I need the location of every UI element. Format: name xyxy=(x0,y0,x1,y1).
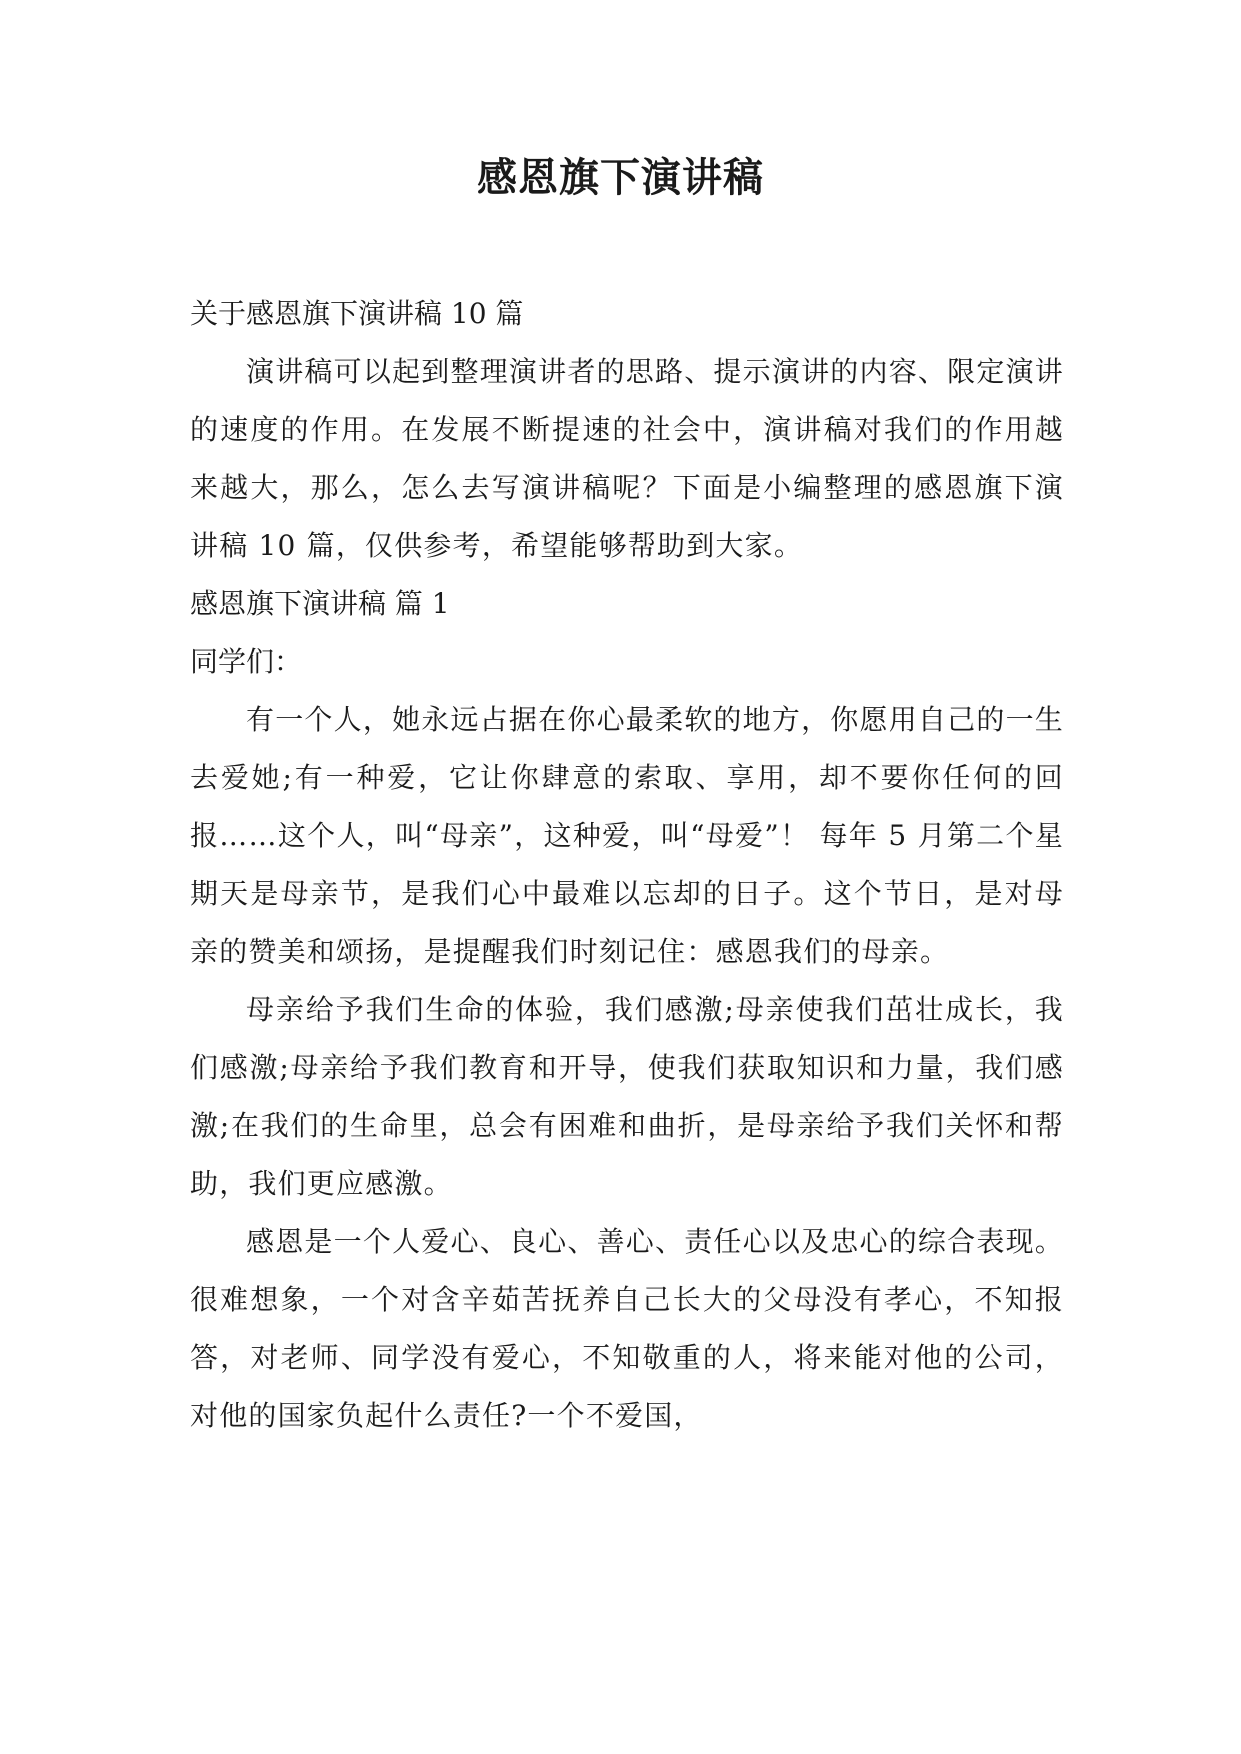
body-paragraph-3: 感恩是一个人爱心、良心、善心、责任心以及忠心的综合表现。很难想象，一个对含辛茹苦抚养自己长大的父母没有孝心，不知报答，对老师、同学没有爱心，不知敬重的人，将来能对他的公司，对他的国家负起什么责任?一个不爱国， xyxy=(190,1225,1064,1432)
intro-paragraph: 演讲稿可以起到整理演讲者的思路、提示演讲的内容、限定演讲的速度的作用。在发展不断提速的社会中，演讲稿对我们的作用越来越大，那么，怎么去写演讲稿呢？下面是小编整理的感恩旗下演讲稿 10 篇，仅供参考，希望能够帮助到大家。 xyxy=(190,355,1064,562)
document-body xyxy=(190,285,1064,1445)
body-paragraph-1: 有一个人，她永远占据在你心最柔软的地方，你愿用自己的一生去爱她;有一种爱，它让你肆意的索取、享用，却不要你任何的回报……这个人，叫“母亲”，这种爱，叫“母爱”！ 每年 5 月第二个星期天是母亲节，是我们心中最难以忘却的日子。这个节日，是对母亲的赞美和颂扬，是提醒我们时刻记住：感恩我们的母亲。 xyxy=(190,703,1064,968)
body-paragraph-2: 母亲给予我们生命的体验，我们感激;母亲使我们茁壮成长，我们感激;母亲给予我们教育和开导，使我们获取知识和力量，我们感激;在我们的生命里，总会有困难和曲折，是母亲给予我们关怀和帮助，我们更应感激。 xyxy=(190,993,1064,1200)
document-title: 感恩旗下演讲稿 xyxy=(477,155,764,201)
document-subtitle: 关于感恩旗下演讲稿 10 篇 xyxy=(190,297,524,330)
section-heading: 感恩旗下演讲稿 篇 1 xyxy=(190,587,450,620)
greeting: 同学们： xyxy=(190,645,303,678)
